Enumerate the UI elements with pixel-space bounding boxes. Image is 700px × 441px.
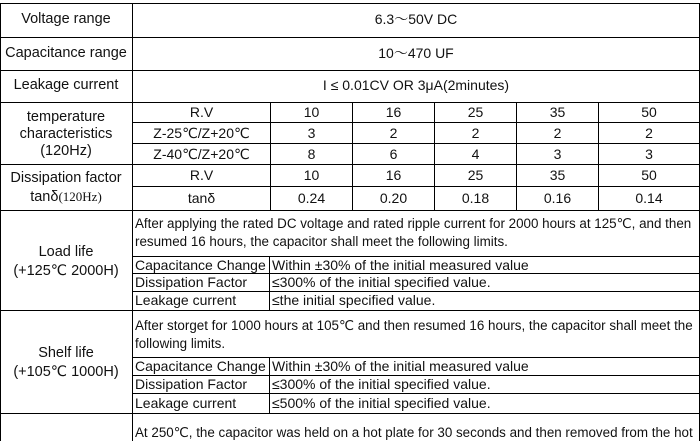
limit-item: Dissipation Factor <box>135 376 248 392</box>
table-cell: 4 <box>471 146 480 162</box>
table-cell: 2 <box>645 125 653 141</box>
limit-value: ≤300% of the initial specified value. <box>272 376 491 392</box>
table-cell: 3 <box>553 146 562 162</box>
capacitance-range-value: 10～470 UF <box>378 45 454 61</box>
dissipation-label-line2 <box>0 188 132 206</box>
limit-value: ≤the initial specified value. <box>272 292 436 308</box>
table-cell: 0.16 <box>543 190 572 206</box>
limit-item: Capacitance Change <box>135 257 266 273</box>
voltage-range-value: 6.3～50V DC <box>374 11 458 27</box>
limit-item: Dissipation Factor <box>135 274 248 290</box>
table-cell: 2 <box>471 125 480 141</box>
table-cell: 0.18 <box>461 190 490 206</box>
table-cell: 16 <box>385 104 402 120</box>
shelf-life-label-line2: (+105℃ 1000H) <box>13 364 119 380</box>
grid-line <box>0 102 700 103</box>
grid-line <box>0 37 700 38</box>
table-cell: R.V <box>189 167 214 183</box>
voltage-range-label: Voltage range <box>21 11 111 27</box>
table-cell: 10 <box>303 167 320 183</box>
temperature-label-line2: characteristics <box>19 126 113 142</box>
table-cell: Z-40℃/Z+20℃ <box>153 146 250 162</box>
capacitance-range-label: Capacitance range <box>5 45 127 61</box>
grid-line <box>0 164 700 165</box>
limit-value: Within ±30% of the initial measured value <box>272 358 529 374</box>
table-cell: 0.14 <box>635 190 663 206</box>
shelf-life-description: After storget for 1000 hours at 105℃ and then resumed 16 hours, the capacitor shall meet the <box>135 318 693 333</box>
table-cell: 35 <box>549 104 566 120</box>
table-cell: Z-25℃/Z+20℃ <box>153 125 250 141</box>
table-cell: 25 <box>467 167 484 183</box>
hot-plate-description: At 250℃, the capacitor was held on a hot plate for 30 seconds and then removed from the hot <box>135 425 693 440</box>
table-cell: 50 <box>641 104 657 120</box>
table-cell: R.V <box>189 104 214 120</box>
load-life-label-line1: Load life <box>38 244 94 260</box>
grid-line <box>0 413 700 414</box>
load-life-description: After applying the rated DC voltage and rated ripple current for 2000 hours at 125℃, and then <box>135 216 692 231</box>
limit-value: ≤300% of the initial specified value. <box>272 274 491 290</box>
grid-line <box>0 210 700 211</box>
grid-line <box>269 357 270 413</box>
table-cell: 3 <box>645 146 653 162</box>
tan-delta-label: tanδ <box>30 189 59 205</box>
table-cell: 16 <box>385 167 402 183</box>
grid-line <box>0 3 700 4</box>
table-cell: 3 <box>307 125 316 141</box>
limit-value: Within ±30% of the initial measured value <box>272 257 529 273</box>
limit-value: ≤500% of the initial specified value. <box>272 395 491 411</box>
leakage-current-label: Leakage current <box>13 77 119 93</box>
temperature-label-line1: temperature <box>26 109 106 125</box>
leakage-current-value: I ≤ 0.01CV OR 3μA(2minutes) <box>322 77 510 93</box>
table-cell: 35 <box>549 167 566 183</box>
load-life-description: resumed 16 hours, the capacitor shall meet the following limits. <box>135 234 508 249</box>
dissipation-label-line1: Dissipation factor <box>10 170 122 186</box>
table-cell: tanδ <box>187 190 216 206</box>
temperature-label-line3: (120Hz) <box>40 143 92 159</box>
grid-line <box>132 186 700 187</box>
limit-item: Capacitance Change <box>135 358 266 374</box>
table-cell: 10 <box>303 104 320 120</box>
grid-line <box>0 70 700 71</box>
limit-item: Leakage current <box>135 395 237 411</box>
grid-line <box>132 122 700 123</box>
grid-line <box>0 310 700 311</box>
table-cell: 50 <box>641 167 657 183</box>
grid-line <box>132 143 700 144</box>
table-cell: 6 <box>389 146 398 162</box>
table-cell: 8 <box>307 146 316 162</box>
table-cell: 2 <box>389 125 398 141</box>
shelf-life-description: following limits. <box>135 336 226 351</box>
load-life-label-line2: (+125℃ 2000H) <box>13 263 119 279</box>
limit-item: Leakage current <box>135 292 237 308</box>
frequency-label: (120Hz) <box>58 189 102 204</box>
table-cell: 0.24 <box>297 190 326 206</box>
table-cell: 0.20 <box>379 190 408 206</box>
grid-line <box>269 256 270 310</box>
table-cell: 2 <box>553 125 562 141</box>
table-cell: 25 <box>467 104 484 120</box>
grid-line <box>132 393 700 394</box>
shelf-life-label-line1: Shelf life <box>38 345 94 361</box>
grid-line <box>132 3 133 441</box>
